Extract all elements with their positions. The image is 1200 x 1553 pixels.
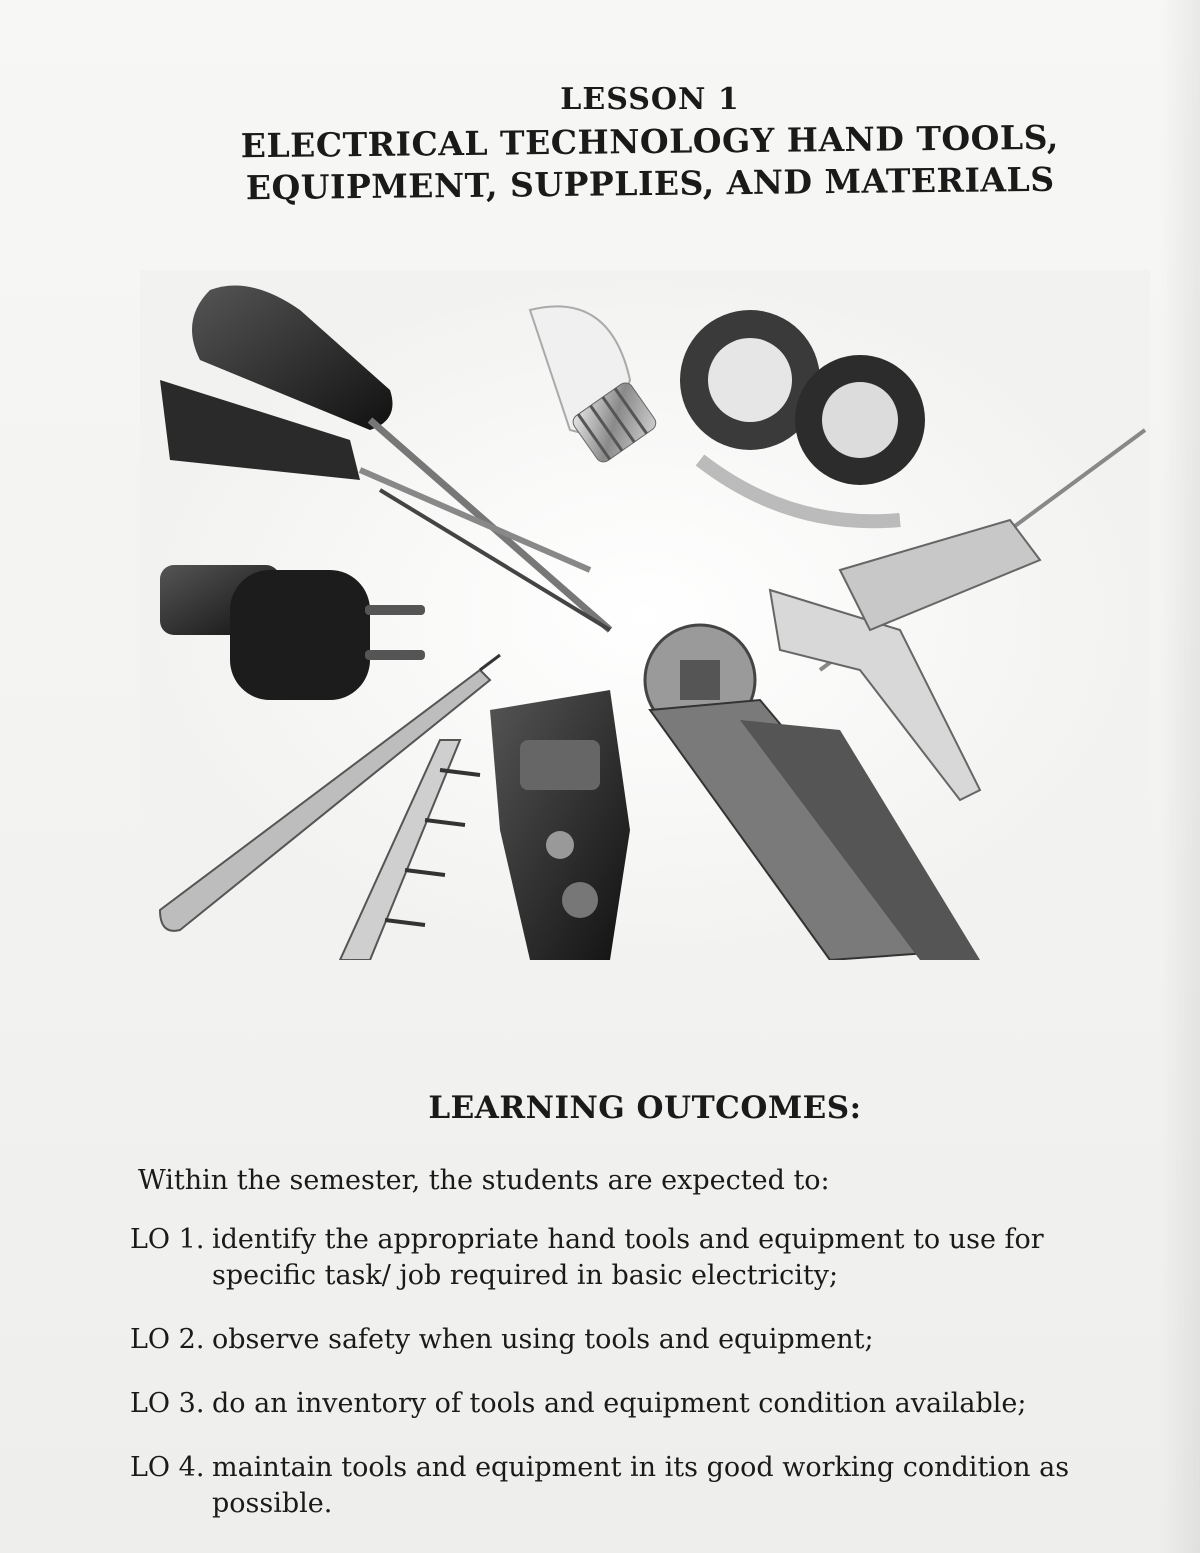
lo-text-line1: do an inventory of tools and equipment condition available; <box>212 1388 1027 1419</box>
list-item <box>130 1222 1130 1294</box>
lo-text <box>212 1450 1130 1522</box>
lo-text <box>212 1322 1130 1358</box>
tools-illustration <box>140 270 1150 960</box>
lesson-title-line1: ELECTRICAL TECHNOLOGY HAND TOOLS, <box>240 117 1059 166</box>
learning-outcomes-list <box>130 1222 1130 1550</box>
lo-text-line2: specific task/ job required in basic electricity; <box>212 1260 839 1291</box>
list-item <box>130 1322 1130 1358</box>
learning-outcomes-heading: LEARNING OUTCOMES: <box>428 1090 862 1126</box>
lo-text-line1: maintain tools and equipment in its good working condition as <box>212 1452 1070 1483</box>
lo-number: LO 3. <box>130 1388 205 1419</box>
lesson-label: LESSON 1 <box>560 82 740 117</box>
lo-text <box>212 1386 1130 1422</box>
lesson-title <box>200 116 1101 209</box>
lesson-title-line2: EQUIPMENT, SUPPLIES, AND MATERIALS <box>245 159 1055 208</box>
lo-text <box>212 1222 1130 1294</box>
lesson-heading <box>200 82 1100 208</box>
lo-number: LO 1. <box>130 1224 205 1255</box>
lo-number: LO 2. <box>130 1324 205 1355</box>
learning-outcomes-intro: Within the semester, the students are expected to: <box>138 1165 830 1196</box>
lo-number: LO 4. <box>130 1452 205 1483</box>
lo-text-line1: identify the appropriate hand tools and equipment to use for <box>212 1224 1044 1255</box>
lo-text-line1: observe safety when using tools and equipment; <box>212 1324 874 1355</box>
page-edge-shadow <box>1160 0 1200 1553</box>
list-item <box>130 1450 1130 1522</box>
list-item <box>130 1386 1130 1422</box>
lo-text-line2: possible. <box>212 1488 333 1519</box>
